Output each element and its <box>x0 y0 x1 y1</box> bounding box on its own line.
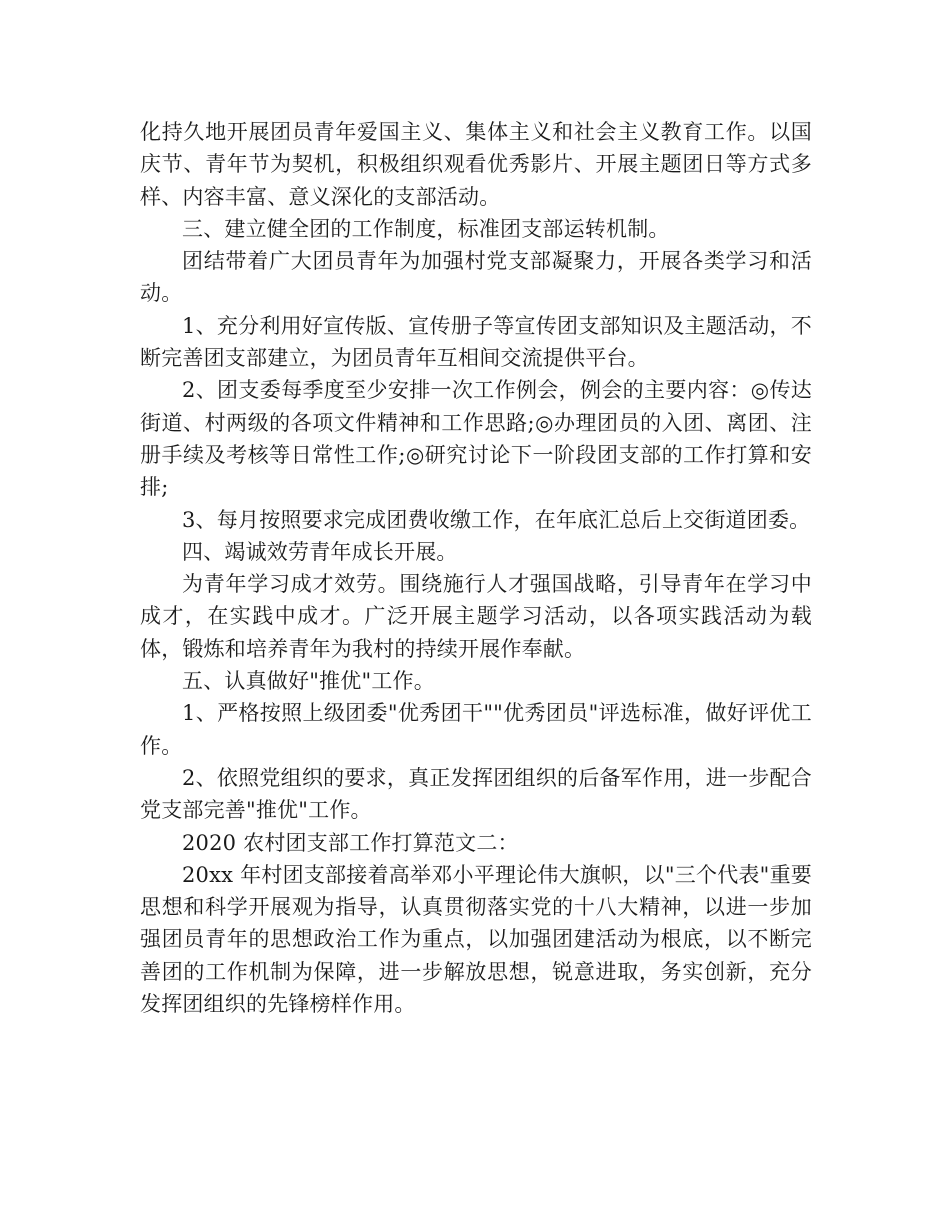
list-item: 1、充分利用好宣传版、宣传册子等宣传团支部知识及主题活动，不断完善团支部建立，为团员青年互相间交流提供平台。 <box>140 313 812 371</box>
subtitle: 2020 农村团支部工作打算范文二： <box>182 830 519 855</box>
paragraph: 为青年学习成才效劳。围绕施行人才强国战略，引导青年在学习中成才，在实践中成才。广泛开展主题学习活动，以各项实践活动为载体，锻炼和培养青年为我村的持续开展作奉献。 <box>140 572 812 661</box>
section-heading: 三、建立健全团的工作制度，标准团支部运转机制。 <box>182 216 670 241</box>
paragraph: 团结带着广大团员青年为加强村党支部凝聚力，开展各类学习和活动。 <box>140 249 812 306</box>
paragraph: 化持久地开展团员青年爱国主义、集体主义和社会主义教育工作。以国庆节、青年节为契机，积极组织观看优秀影片、开展主题团日等方式多样、内容丰富、意义深化的支部活动。 <box>140 120 812 209</box>
list-item: 3、每月按照要求完成团费收缴工作，在年底汇总后上交街道团委。 <box>182 507 811 532</box>
list-item: 2、团支委每季度至少安排一次工作例会，例会的主要内容：◎传达街道、村两级的各项文件精神和工作思路;◎办理团员的入团、离团、注册手续及考核等日常性工作;◎研究讨论下一阶段团支部的工作打算和安排; <box>140 378 812 500</box>
paragraph: 20xx 年村团支部接着高举邓小平理论伟大旗帜，以"三个代表"重要思想和科学开展观为指导，认真贯彻落实党的十八大精神，以进一步加强团员青年的思想政治工作为重点，以加强团建活动为根底，以不断完善团的工作机制为保障，进一步解放思想，锐意进取，务实创新，充分发挥团组织的先锋榜样作用。 <box>140 862 812 1017</box>
section-heading: 五、认真做好"推优"工作。 <box>182 669 435 694</box>
list-item: 2、依照党组织的要求，真正发挥团组织的后备军作用，进一步配合党支部完善"推优"工作。 <box>140 765 812 823</box>
section-heading: 四、竭诚效劳青年成长开展。 <box>182 539 458 564</box>
document-body <box>140 116 812 1020</box>
list-item: 1、严格按照上级团委"优秀团干""优秀团员"评选标准，做好评优工作。 <box>140 701 812 758</box>
